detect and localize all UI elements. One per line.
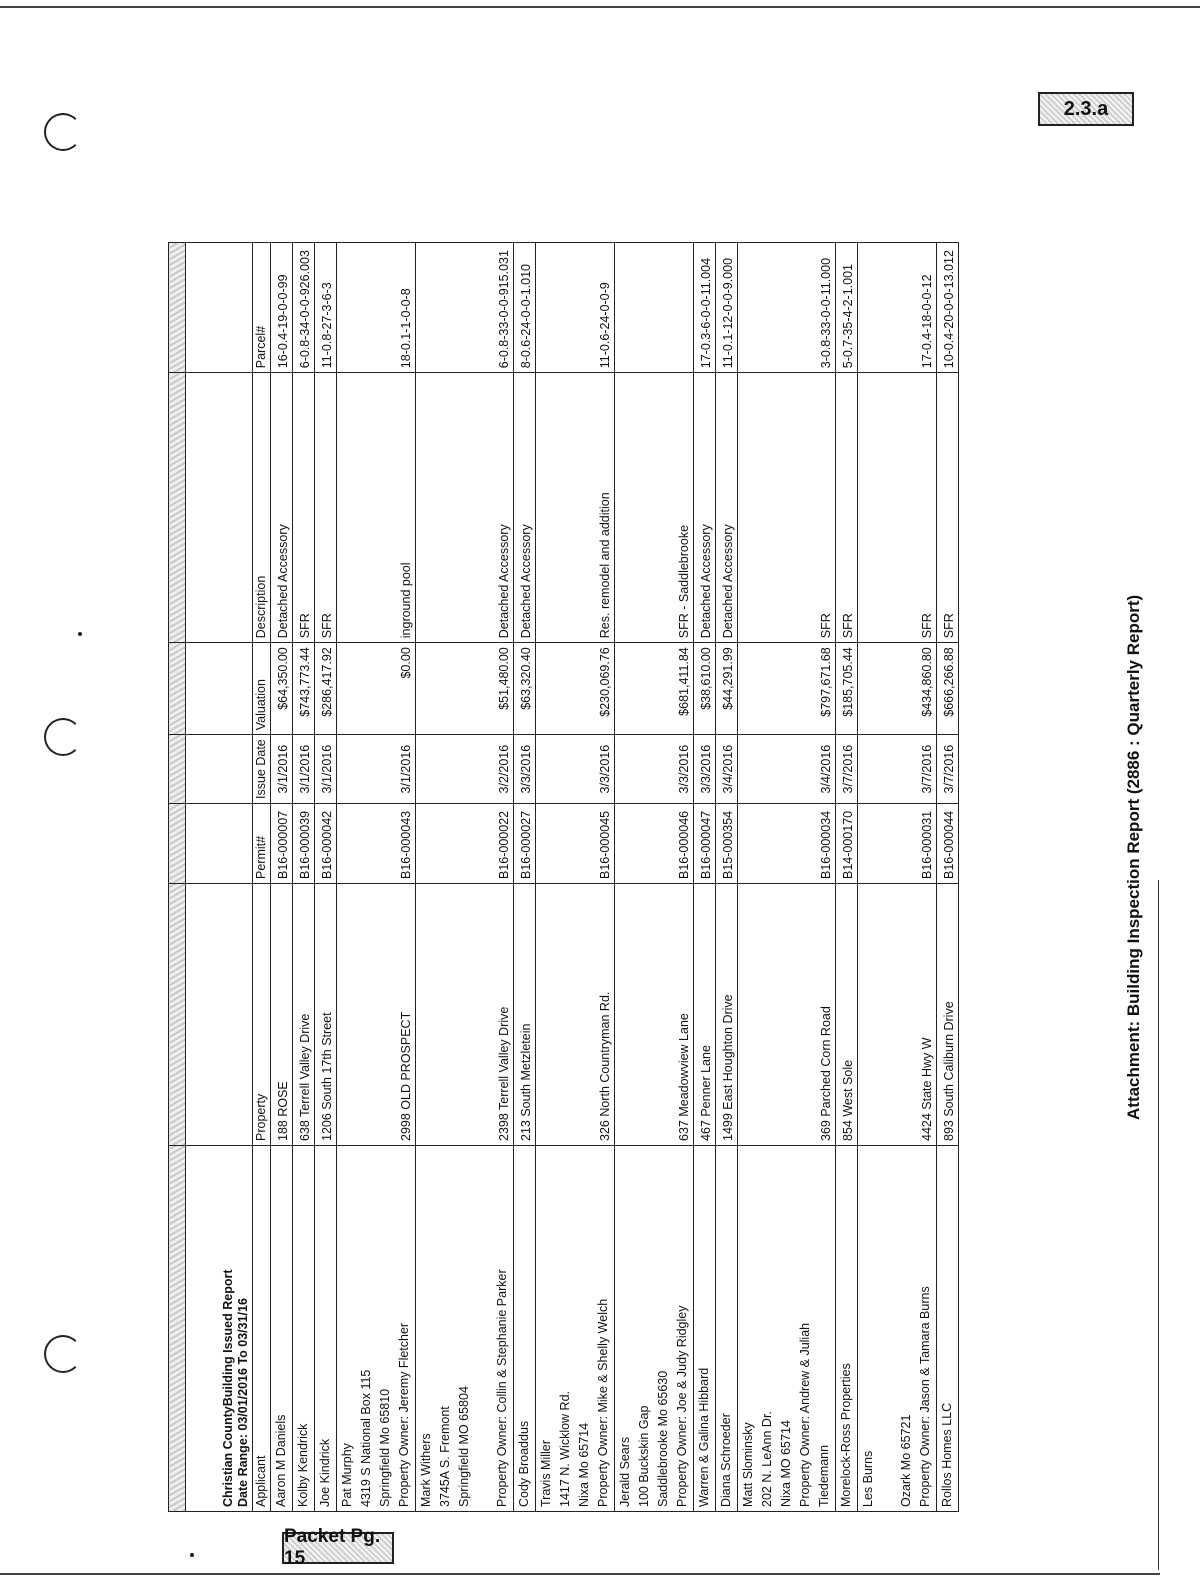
table-row xyxy=(315,243,337,1512)
scan-edge-bottom xyxy=(0,1573,1160,1575)
table-row xyxy=(337,243,416,1512)
table-row xyxy=(293,243,315,1512)
agenda-item-badge: 2.3.a xyxy=(1038,92,1134,126)
issue-date-cell: 3/3/2016 xyxy=(615,735,694,804)
applicant-line: Property Owner: Collin & Stephanie Parker xyxy=(495,1269,509,1507)
property-cell: 467 Penner Lane xyxy=(694,884,716,1146)
description-cell: SFR xyxy=(836,373,858,643)
header-permit: Permit# xyxy=(253,804,271,884)
valuation-cell: $743,773.44 xyxy=(293,643,315,735)
parcel-cell: 18-0.1-1-0-0-8 xyxy=(337,243,416,373)
applicant-cell xyxy=(716,1146,738,1512)
valuation-cell: $230,069.76 xyxy=(536,643,615,735)
description-cell: SFR - Saddlebrooke xyxy=(615,373,694,643)
description-cell: SFR xyxy=(738,373,836,643)
permit-cell: B16-000046 xyxy=(615,804,694,884)
issue-date-cell: 3/1/2016 xyxy=(293,735,315,804)
applicant-line: 100 Buckskin Gap xyxy=(637,1405,651,1507)
applicant-line: Mark Withers xyxy=(419,1433,433,1507)
applicant-cell xyxy=(615,1146,694,1512)
property-cell: 369 Parched Corn Road xyxy=(738,884,836,1146)
property-cell: 893 South Caliburn Drive xyxy=(937,884,959,1146)
applicant-cell xyxy=(293,1146,315,1512)
permit-cell: B16-000045 xyxy=(536,804,615,884)
applicant-line: Property Owner: Jeremy Fletcher xyxy=(397,1322,411,1507)
speck xyxy=(190,1553,194,1557)
description-cell: SFR xyxy=(937,373,959,643)
parcel-cell: 8-0.6-24-0-0-1.010 xyxy=(514,243,536,373)
table-row xyxy=(536,243,615,1512)
applicant-cell xyxy=(536,1146,615,1512)
applicant-line: Warren & Galina Hibbard xyxy=(697,1367,711,1507)
applicant-line: Tiedemann xyxy=(817,1444,831,1507)
issue-date-cell: 3/3/2016 xyxy=(536,735,615,804)
applicant-line: Joe Kindrick xyxy=(318,1438,332,1507)
issue-date-cell: 3/1/2016 xyxy=(337,735,416,804)
property-cell: 326 North Countryman Rd. xyxy=(536,884,615,1146)
valuation-cell: $286,417.92 xyxy=(315,643,337,735)
applicant-line: Springfield MO 65804 xyxy=(457,1386,471,1507)
applicant-line: Diana Schroeder xyxy=(719,1413,733,1507)
issue-date-cell: 3/3/2016 xyxy=(694,735,716,804)
report-title-row xyxy=(186,243,253,1512)
report-rotated-container xyxy=(168,212,1028,1512)
punch-hole-top xyxy=(44,113,82,151)
parcel-cell xyxy=(615,243,694,373)
applicant-line: Rollos Homes LLC xyxy=(940,1402,954,1507)
permit-cell: B16-000044 xyxy=(937,804,959,884)
parcel-cell: 11-0.6-24-0-0-9 xyxy=(536,243,615,373)
property-cell: 1499 East Houghton Drive xyxy=(716,884,738,1146)
issue-date-cell: 3/1/2016 xyxy=(271,735,293,804)
valuation-cell: $666,266.88 xyxy=(937,643,959,735)
applicant-line: 1417 N. Wicklow Rd. xyxy=(558,1390,572,1507)
description-cell: inground pool xyxy=(337,373,416,643)
description-cell: Detached Accessory xyxy=(271,373,293,643)
packet-page-badge: Packet Pg. 15 xyxy=(282,1532,394,1564)
table-row xyxy=(937,243,959,1512)
property-cell: 4424 State Hwy W xyxy=(858,884,937,1146)
shaded-header-band xyxy=(169,243,186,1512)
parcel-cell: 6-0.8-33-0-0-915.031 xyxy=(416,243,514,373)
applicant-line: Property Owner: Mike & Shelly Welch xyxy=(596,1298,610,1507)
table-row xyxy=(738,243,836,1512)
applicant-line: Nixa MO 65714 xyxy=(779,1420,793,1507)
parcel-cell: 11-0.8-27-3-6-3 xyxy=(315,243,337,373)
applicant-line: Travis Miller xyxy=(539,1440,553,1507)
permit-cell: B16-000031 xyxy=(858,804,937,884)
margin-rule xyxy=(1158,880,1159,1570)
report-body xyxy=(271,243,959,1512)
applicant-line: 4319 S National Box 115 xyxy=(359,1369,373,1507)
issue-date-cell: 3/1/2016 xyxy=(315,735,337,804)
property-cell: 213 South Metzletein xyxy=(514,884,536,1146)
permit-cell: B16-000043 xyxy=(337,804,416,884)
parcel-cell: 17-0.4-18-0-0-12 xyxy=(858,243,937,373)
applicant-line: Pat Murphy xyxy=(340,1443,354,1507)
applicant-cell xyxy=(738,1146,836,1512)
property-cell: 2398 Terrell Valley Drive xyxy=(416,884,514,1146)
applicant-line xyxy=(878,1150,897,1507)
parcel-cell: 17-0.3-6-0-0-11.004 xyxy=(694,243,716,373)
attachment-footer: Attachment: Building Inspection Report (2886 : Quarterly Report) xyxy=(1124,594,1143,1120)
table-row xyxy=(836,243,858,1512)
applicant-line: Jerald Sears xyxy=(618,1436,632,1507)
property-cell: 637 Meadowview Lane xyxy=(615,884,694,1146)
valuation-cell: $797,671.68 xyxy=(738,643,836,735)
applicant-line: Property Owner: Jason & Tamara Burns xyxy=(918,1286,932,1507)
permit-cell: B14-000170 xyxy=(836,804,858,884)
permit-cell: B16-000022 xyxy=(416,804,514,884)
applicant-cell xyxy=(514,1146,536,1512)
report-title-cell xyxy=(186,1146,253,1512)
punch-hole-bottom xyxy=(44,1335,82,1373)
applicant-line: 202 N. LeAnn Dr. xyxy=(760,1411,774,1507)
permit-cell: B16-000047 xyxy=(694,804,716,884)
applicant-line: Aaron M Daniels xyxy=(274,1414,288,1507)
parcel-cell: 6-0.8-34-0-0-926.003 xyxy=(293,243,315,373)
table-row xyxy=(416,243,514,1512)
column-header-row xyxy=(253,243,271,1512)
description-cell: SFR xyxy=(858,373,937,643)
description-cell: Detached Accessory xyxy=(514,373,536,643)
valuation-cell: $0.00 xyxy=(337,643,416,735)
applicant-line: Saddlebrooke Mo 65630 xyxy=(656,1370,670,1507)
permit-cell: B16-000027 xyxy=(514,804,536,884)
speck xyxy=(78,632,82,636)
applicant-line xyxy=(474,1150,493,1507)
table-row xyxy=(271,243,293,1512)
valuation-cell: $63,320.40 xyxy=(514,643,536,735)
parcel-cell: 5-0.7-35-4-2-1.001 xyxy=(836,243,858,373)
permit-cell: B16-000007 xyxy=(271,804,293,884)
header-valuation: Valuation xyxy=(253,643,271,735)
report-title: Christian CountyBuilding Issued Report xyxy=(221,1269,235,1507)
issue-date-cell: 3/4/2016 xyxy=(716,735,738,804)
parcel-cell: 3-0.8-33-0-0-11.000 xyxy=(738,243,836,373)
applicant-line: Property Owner: Joe & Judy Ridgley xyxy=(675,1305,689,1507)
applicant-line: 3745A S. Fremont xyxy=(438,1406,452,1507)
scan-edge-top xyxy=(0,6,1200,8)
description-cell: Detached Accessory xyxy=(416,373,514,643)
table-row xyxy=(615,243,694,1512)
punch-hole-middle xyxy=(44,718,82,756)
applicant-line: Cody Broaddus xyxy=(517,1420,531,1507)
applicant-cell xyxy=(337,1146,416,1512)
header-property: Property xyxy=(253,884,271,1146)
table-row xyxy=(716,243,738,1512)
property-cell: 854 West Sole xyxy=(836,884,858,1146)
table-row xyxy=(514,243,536,1512)
parcel-cell: 16-0.4-19-0-0-99 xyxy=(271,243,293,373)
applicant-cell xyxy=(315,1146,337,1512)
applicant-line: Matt Slominsky xyxy=(741,1422,755,1507)
property-cell: 1206 South 17th Street xyxy=(315,884,337,1146)
description-cell: Res. remodel and addition xyxy=(536,373,615,643)
valuation-cell: $38,610.00 xyxy=(694,643,716,735)
issue-date-cell: 3/3/2016 xyxy=(514,735,536,804)
issue-date-cell: 3/7/2016 xyxy=(858,735,937,804)
table-row xyxy=(694,243,716,1512)
description-cell: SFR xyxy=(293,373,315,643)
parcel-cell: 11-0.1-12-0-0-9.000 xyxy=(716,243,738,373)
report-table xyxy=(168,242,959,1512)
valuation-cell: $64,350.00 xyxy=(271,643,293,735)
permit-cell: B16-000042 xyxy=(315,804,337,884)
header-applicant: Applicant xyxy=(253,1146,271,1512)
applicant-cell xyxy=(694,1146,716,1512)
property-cell: 638 Terrell Valley Drive xyxy=(293,884,315,1146)
permit-cell: B15-000354 xyxy=(716,804,738,884)
applicant-line: Ozark Mo 65721 xyxy=(899,1414,913,1507)
valuation-cell: $51,480.00 xyxy=(416,643,514,735)
applicant-cell xyxy=(271,1146,293,1512)
permit-cell: B16-000039 xyxy=(293,804,315,884)
valuation-cell: $44,291.99 xyxy=(716,643,738,735)
issue-date-cell: 3/7/2016 xyxy=(937,735,959,804)
issue-date-cell: 3/2/2016 xyxy=(416,735,514,804)
issue-date-cell: 3/7/2016 xyxy=(836,735,858,804)
description-cell: Detached Accessory xyxy=(716,373,738,643)
applicant-line: Property Owner: Andrew & Juliah xyxy=(798,1322,812,1507)
description-cell: SFR xyxy=(315,373,337,643)
valuation-cell: $185,705.44 xyxy=(836,643,858,735)
valuation-cell: $434,860.80 xyxy=(858,643,937,735)
applicant-cell xyxy=(937,1146,959,1512)
header-issue-date: Issue Date xyxy=(253,735,271,804)
permit-cell: B16-000034 xyxy=(738,804,836,884)
property-cell: 2998 OLD PROSPECT xyxy=(337,884,416,1146)
report-date-range: Date Range: 03/01/2016 To 03/31/16 xyxy=(236,1298,250,1507)
applicant-line: Nixa Mo 65714 xyxy=(577,1422,591,1507)
applicant-cell xyxy=(416,1146,514,1512)
header-parcel: Parcel# xyxy=(253,243,271,373)
applicant-line: Kolby Kendrick xyxy=(296,1423,310,1507)
property-cell: 188 ROSE xyxy=(271,884,293,1146)
description-cell: Detached Accessory xyxy=(694,373,716,643)
applicant-line: Les Burns xyxy=(861,1450,875,1507)
applicant-line: Morelock-Ross Properties xyxy=(839,1363,853,1507)
issue-date-cell: 3/4/2016 xyxy=(738,735,836,804)
applicant-cell xyxy=(858,1146,937,1512)
valuation-cell: $681,411.84 xyxy=(615,643,694,735)
table-row xyxy=(858,243,937,1512)
applicant-cell xyxy=(836,1146,858,1512)
parcel-cell: 10-0.4-20-0-0-13.012 xyxy=(937,243,959,373)
applicant-line: Springfield Mo 65810 xyxy=(378,1388,392,1507)
header-description: Description xyxy=(253,373,271,643)
